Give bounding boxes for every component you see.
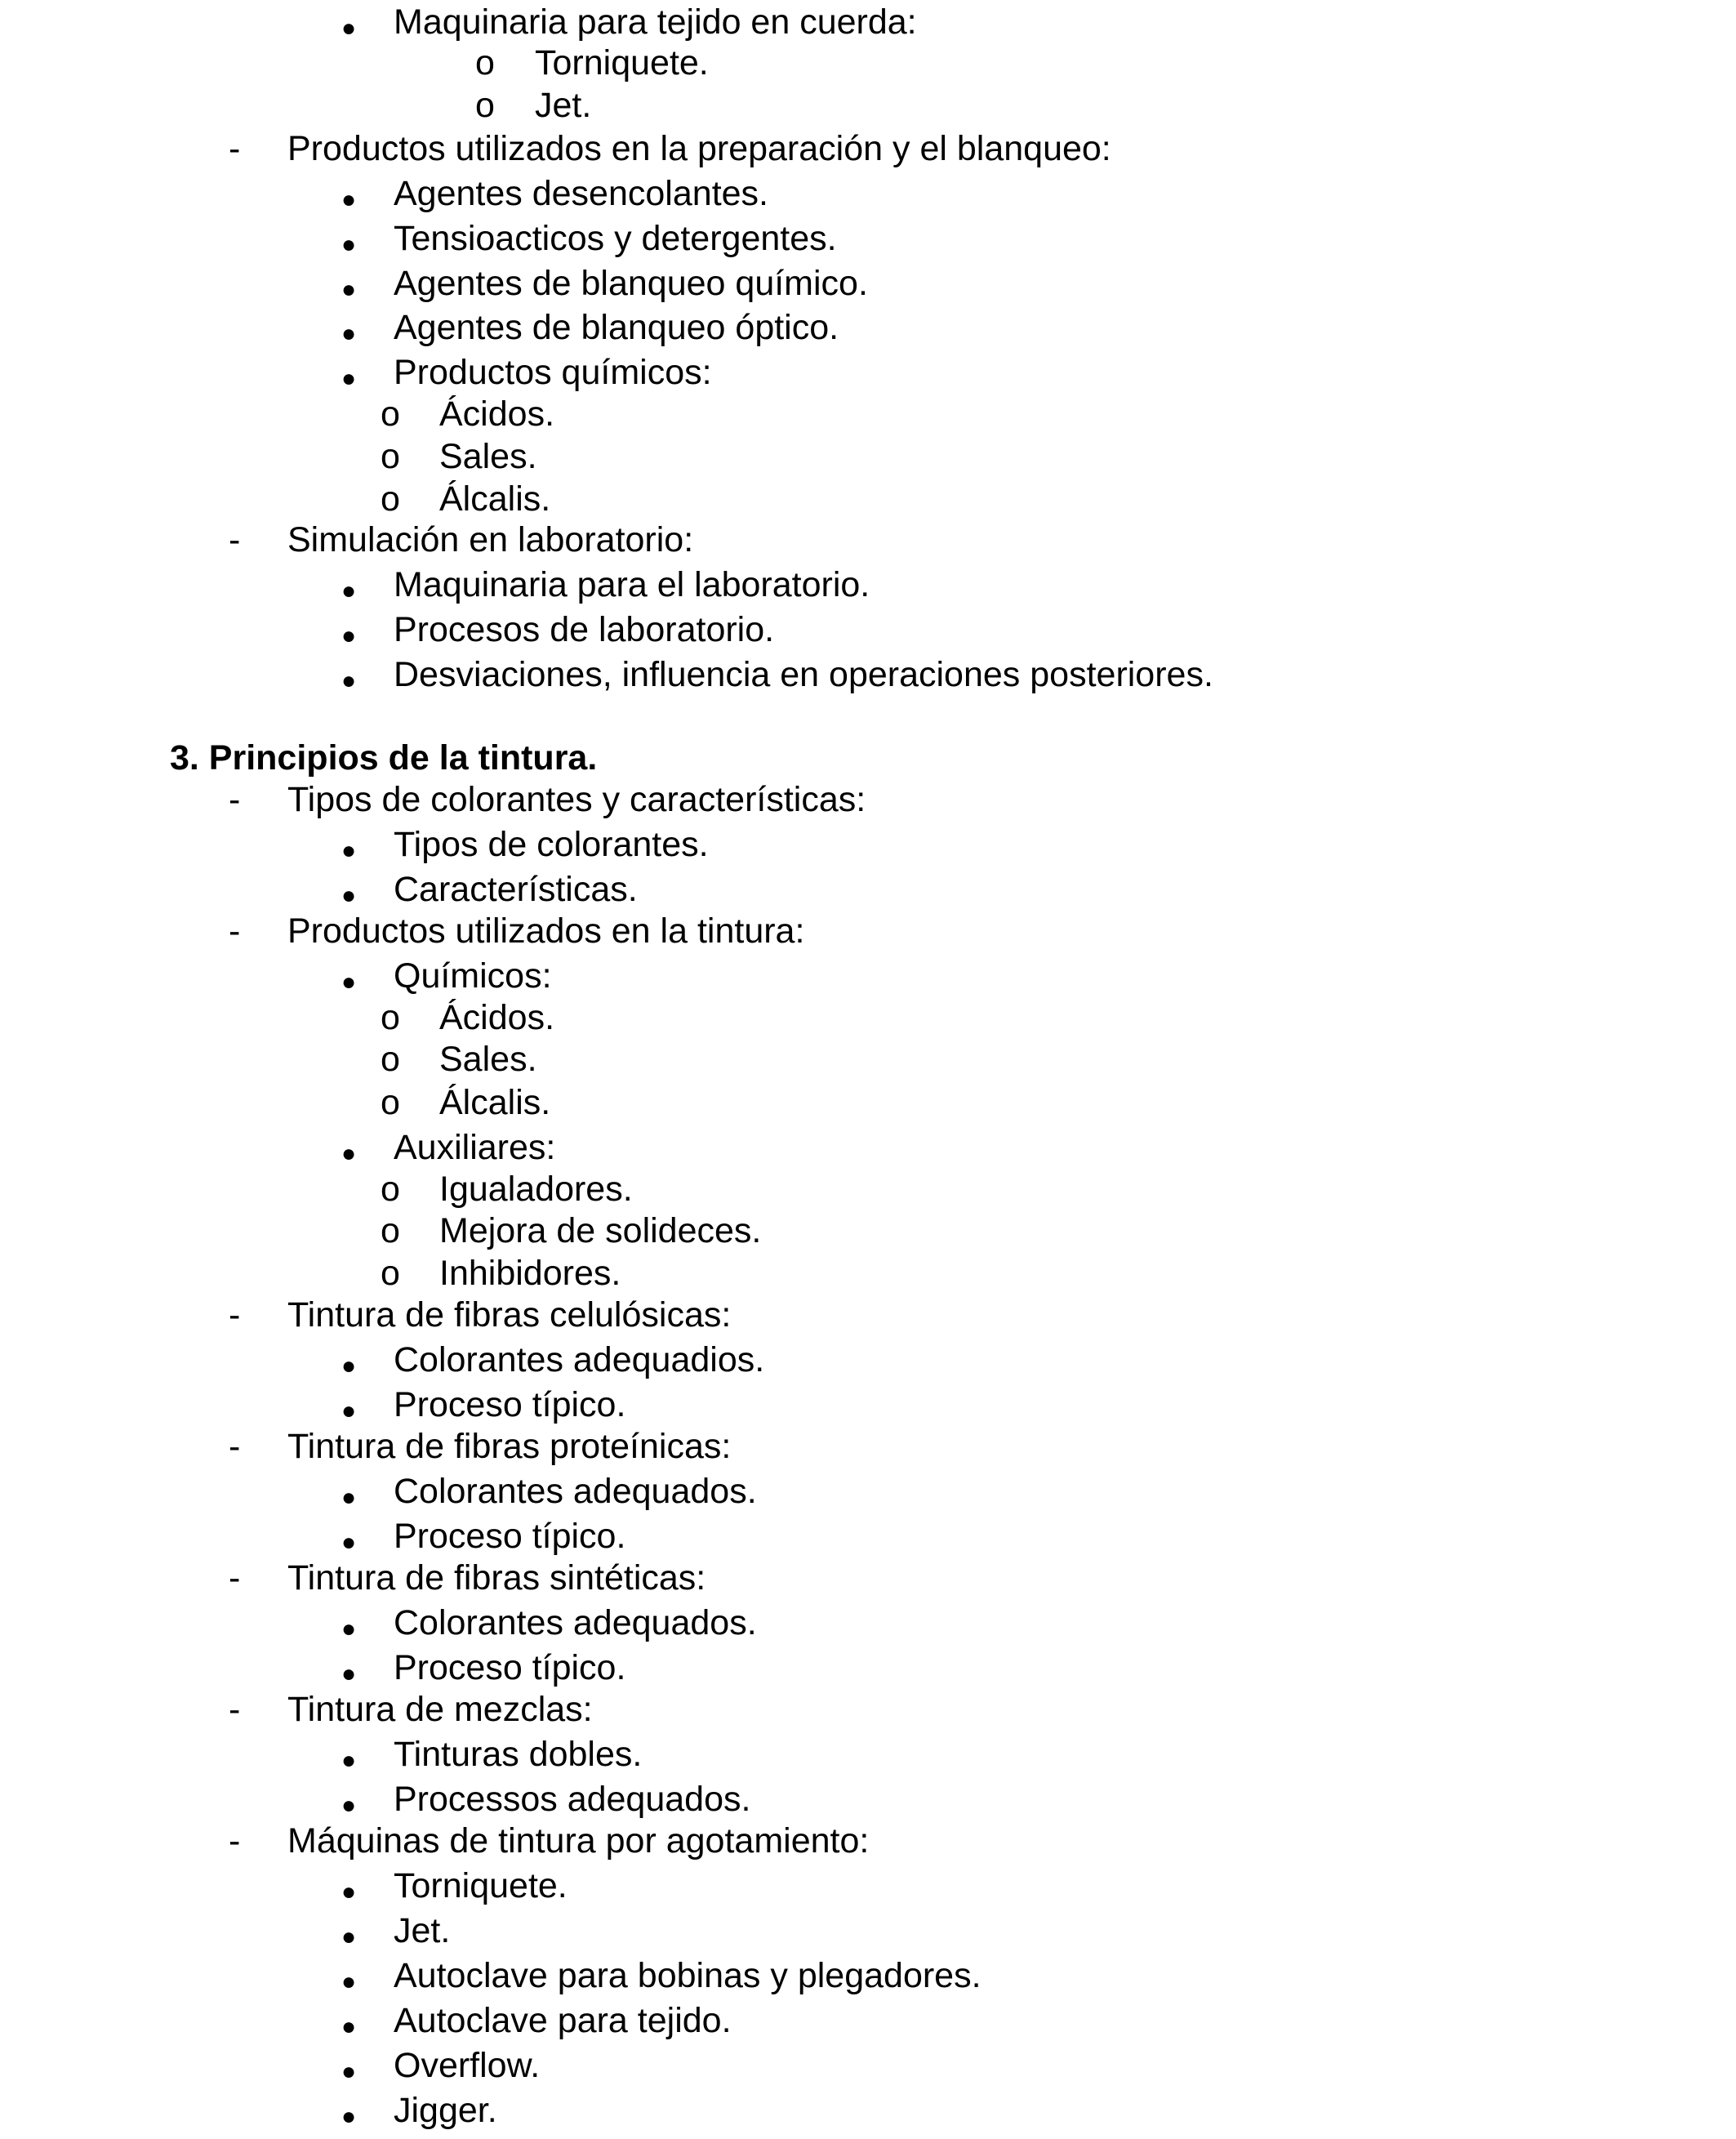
dash-marker: - [229,129,241,168]
list-item-text: Agentes desencolantes. [394,174,768,213]
list-item-text: Torniquete. [394,1866,568,1905]
list-item-text: Processos adequados. [394,1780,751,1819]
circle-bullet-icon: o [381,1254,400,1293]
bullet-icon: ● [341,15,357,42]
dash-marker: - [229,911,241,951]
list-item-text: Máquinas de tintura por agotamiento: [287,1821,870,1860]
list-item-text: Auxiliares: [394,1128,556,1167]
section-heading-text: 3. Principios de la tintura. [170,738,598,778]
list-item-text: Igualadores. [439,1170,633,1209]
bullet-icon: ● [341,837,357,864]
list-item-text: Jet. [394,1911,451,1950]
dash-marker: - [229,1821,241,1860]
list-item-text: Álcalis. [439,479,551,519]
list-item-text: Torniquete. [535,43,709,82]
circle-bullet-icon: o [381,1211,400,1250]
dash-marker: - [229,1690,241,1729]
list-item-text: Autoclave para tejido. [394,2001,732,2040]
bullet-icon: ● [341,667,357,694]
list-item-text: Overflow. [394,2046,541,2085]
bullet-icon: ● [341,2013,357,2040]
circle-bullet-icon: o [381,1170,400,1209]
dash-marker: - [229,520,241,559]
bullet-icon: ● [341,577,357,604]
circle-bullet-icon: o [381,998,400,1037]
bullet-icon: ● [341,186,357,213]
list-item-text: Productos utilizados en la tintura: [287,911,805,951]
circle-bullet-icon: o [475,43,495,82]
circle-bullet-icon: o [475,86,495,125]
list-item-text: Sales. [439,1040,537,1079]
list-item-text: Proceso típico. [394,1385,626,1424]
list-item-text: Tipos de colorantes. [394,825,709,864]
list-item-text: Desviaciones, influencia en operaciones posteriores. [394,655,1213,694]
list-item-text: Sales. [439,437,537,476]
bullet-icon: ● [341,1792,357,1819]
bullet-icon: ● [341,1529,357,1556]
bullet-icon: ● [341,1397,357,1424]
circle-bullet-icon: o [381,1040,400,1079]
circle-bullet-icon: o [381,1083,400,1122]
list-item-text: Maquinaria para tejido en cuerda: [394,2,917,42]
list-item-text: Colorantes adequados. [394,1603,757,1642]
list-item-text: Tintura de fibras proteínicas: [287,1427,732,1466]
bullet-icon: ● [341,1660,357,1687]
list-item-text: Jet. [535,86,592,125]
list-item-text: Características. [394,870,638,909]
bullet-icon: ● [341,276,357,303]
bullet-icon: ● [341,365,357,392]
list-item-text: Inhibidores. [439,1254,621,1293]
list-item-text: Proceso típico. [394,1517,626,1556]
list-item-text: Ácidos. [439,394,555,434]
circle-bullet-icon: o [381,437,400,476]
list-item-text: Tinturas dobles. [394,1735,643,1774]
dash-marker: - [229,780,241,819]
list-item-text: Proceso típico. [394,1648,626,1687]
bullet-icon: ● [341,231,357,258]
list-item-text: Maquinaria para el laboratorio. [394,565,870,604]
circle-bullet-icon: o [381,394,400,434]
list-item-text: Procesos de laboratorio. [394,610,775,649]
bullet-icon: ● [341,1923,357,1950]
bullet-icon: ● [341,320,357,347]
list-item-text: Mejora de solideces. [439,1211,762,1250]
bullet-icon: ● [341,1484,357,1511]
bullet-icon: ● [341,1615,357,1642]
circle-bullet-icon: o [381,479,400,519]
dash-marker: - [229,1558,241,1598]
list-item-text: Simulación en laboratorio: [287,520,694,559]
bullet-icon: ● [341,1352,357,1379]
list-item-text: Químicos: [394,956,552,996]
list-item-text: Colorantes adequadios. [394,1340,765,1379]
bullet-icon: ● [341,882,357,909]
list-item-text: Tintura de fibras sintéticas: [287,1558,706,1598]
list-item-text: Agentes de blanqueo químico. [394,264,868,303]
list-item-text: Autoclave para bobinas y plegadores. [394,1956,982,1995]
bullet-icon: ● [341,1747,357,1774]
bullet-icon: ● [341,622,357,649]
dash-marker: - [229,1427,241,1466]
bullet-icon: ● [341,2103,357,2130]
bullet-icon: ● [341,2058,357,2085]
bullet-icon: ● [341,1140,357,1167]
dash-marker: - [229,1295,241,1335]
list-item-text: Colorantes adequados. [394,1472,757,1511]
list-item-text: Tintura de mezclas: [287,1690,593,1729]
bullet-icon: ● [341,1968,357,1995]
list-item-text: Álcalis. [439,1083,551,1122]
list-item-text: Tipos de colorantes y características: [287,780,866,819]
list-item-text: Jigger. [394,2091,497,2130]
list-item-text: Ácidos. [439,998,555,1037]
list-item-text: Productos químicos: [394,353,712,392]
list-item-text: Tensioacticos y detergentes. [394,219,837,258]
bullet-icon: ● [341,1878,357,1905]
list-item-text: Tintura de fibras celulósicas: [287,1295,732,1335]
list-item-text: Agentes de blanqueo óptico. [394,308,839,347]
list-item-text: Productos utilizados en la preparación y el blanqueo: [287,129,1111,168]
bullet-icon: ● [341,969,357,996]
